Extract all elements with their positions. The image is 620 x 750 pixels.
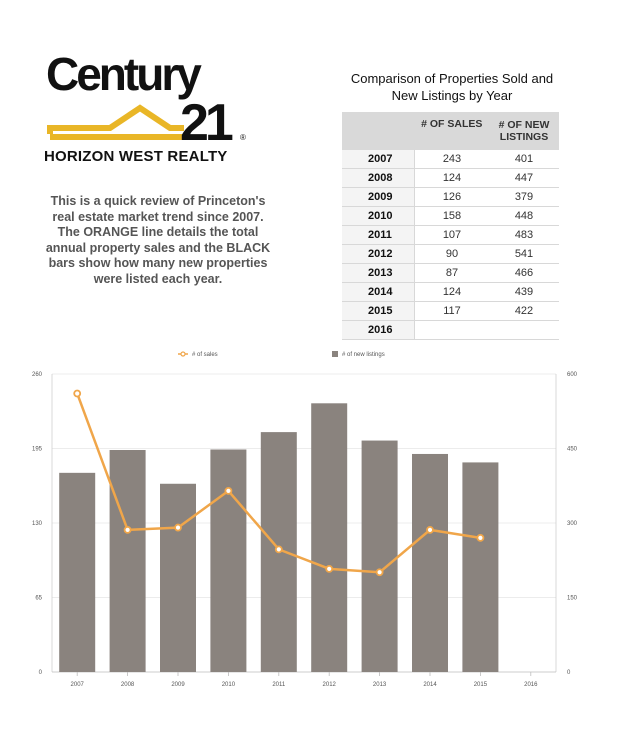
century21-logo — [44, 48, 254, 148]
table-row — [342, 188, 559, 207]
logo-number-text: 21 — [180, 94, 230, 148]
table-cell-listings — [489, 321, 559, 340]
logo-registered-mark: ® — [240, 133, 246, 142]
table-row — [342, 302, 559, 321]
table-cell-sales: 117 — [415, 302, 490, 321]
table-title — [340, 70, 564, 104]
table-cell-listings: 439 — [489, 283, 559, 302]
table-cell-year: 2012 — [342, 245, 415, 264]
sales-point — [377, 569, 383, 575]
table-row — [342, 264, 559, 283]
table-cell-year: 2013 — [342, 264, 415, 283]
y-right-tick-label: 300 — [567, 521, 578, 527]
table-title-line2: New Listings by Year — [391, 88, 513, 103]
sales-point — [125, 527, 131, 533]
y-right-tick-label: 0 — [567, 670, 571, 676]
table-cell-sales — [415, 321, 490, 340]
listings-bar — [210, 449, 246, 672]
table-cell-year: 2015 — [342, 302, 415, 321]
y-right-tick-label: 150 — [567, 595, 578, 602]
table-row — [342, 207, 559, 226]
sales-point — [175, 525, 181, 531]
table-cell-sales: 158 — [415, 207, 490, 226]
table-header-year — [342, 112, 415, 150]
table-header-listings — [489, 112, 559, 150]
sales-point — [326, 566, 332, 572]
x-tick-label: 2009 — [171, 682, 185, 688]
listings-bar — [311, 403, 347, 672]
table-cell-year: 2008 — [342, 169, 415, 188]
table-cell-sales: 126 — [415, 188, 490, 207]
table-cell-sales: 124 — [415, 283, 490, 302]
table-cell-sales: 87 — [415, 264, 490, 283]
table-header-listings-line1: # OF NEW — [498, 119, 550, 131]
table-cell-year: 2011 — [342, 226, 415, 245]
table-cell-listings: 483 — [489, 226, 559, 245]
chart-legend — [178, 351, 385, 358]
sales-point — [276, 546, 282, 552]
sales-point — [74, 390, 80, 396]
y-left-tick-label: 260 — [31, 372, 42, 378]
table-cell-year: 2014 — [342, 283, 415, 302]
x-tick-label: 2010 — [221, 682, 236, 688]
y-left-tick-label: 130 — [31, 521, 42, 527]
sales-listings-table — [342, 112, 559, 340]
x-tick-label: 2007 — [70, 682, 84, 688]
x-tick-label: 2012 — [322, 682, 336, 688]
table-cell-year: 2009 — [342, 188, 415, 207]
y-right-tick-label: 600 — [567, 372, 578, 378]
table-row — [342, 226, 559, 245]
table-row — [342, 150, 559, 169]
table-cell-listings: 448 — [489, 207, 559, 226]
table-cell-year: 2010 — [342, 207, 415, 226]
listings-bar — [412, 454, 448, 672]
intro-text: This is a quick review of Princeton's real estate market trend since 2007. The ORANGE line details the total annual property sales and the BLACK bars show how many new properties were listed each year. — [45, 194, 271, 286]
sales-listings-chart — [0, 340, 620, 750]
table-row — [342, 245, 559, 264]
table-cell-sales: 90 — [415, 245, 490, 264]
x-tick-label: 2016 — [524, 682, 538, 688]
table-cell-listings: 541 — [489, 245, 559, 264]
x-tick-label: 2008 — [120, 682, 135, 688]
table-cell-sales: 124 — [415, 169, 490, 188]
listings-bar — [160, 484, 196, 672]
table-header-row — [342, 112, 559, 150]
table-row — [342, 321, 559, 340]
x-tick-label: 2015 — [473, 682, 488, 688]
sales-point — [427, 527, 433, 533]
table-cell-listings: 379 — [489, 188, 559, 207]
listings-bars — [59, 403, 498, 672]
x-tick-label: 2014 — [423, 682, 437, 688]
listings-bar — [362, 441, 398, 672]
y-right-tick-label: 450 — [567, 446, 578, 453]
legend-listings-swatch — [332, 351, 338, 357]
table-cell-sales: 243 — [415, 150, 490, 169]
sales-point — [225, 488, 231, 494]
sales-point — [477, 535, 483, 541]
table-cell-listings: 447 — [489, 169, 559, 188]
table-title-line1: Comparison of Properties Sold and — [350, 71, 554, 86]
legend-sales-swatch-dot — [181, 352, 185, 356]
table-cell-year: 2016 — [342, 321, 415, 340]
table-cell-listings: 466 — [489, 264, 559, 283]
y-left-tick-label: 195 — [31, 446, 42, 453]
table-row — [342, 283, 559, 302]
table-row — [342, 169, 559, 188]
legend-listings-label: # of new listings — [342, 352, 385, 358]
logo-brand-text: Century — [46, 48, 199, 100]
logo-house-body — [50, 134, 184, 140]
x-tick-label: 2013 — [372, 682, 387, 688]
logo-house-roof — [50, 108, 184, 134]
listings-bar — [110, 450, 146, 672]
y-left-tick-label: 0 — [38, 670, 42, 676]
y-left-tick-label: 65 — [35, 595, 42, 602]
company-name: HORIZON WEST REALTY — [44, 148, 228, 165]
x-tick-label: 2011 — [272, 682, 286, 688]
listings-bar — [59, 473, 95, 672]
table-cell-listings: 401 — [489, 150, 559, 169]
table-header-listings-line2: LISTINGS — [499, 131, 549, 143]
legend-sales-label: # of sales — [192, 352, 218, 358]
table-cell-year: 2007 — [342, 150, 415, 169]
table-cell-listings: 422 — [489, 302, 559, 321]
table-cell-sales: 107 — [415, 226, 490, 245]
table-header-sales: # OF SALES — [415, 112, 490, 150]
listings-bar — [462, 462, 498, 672]
